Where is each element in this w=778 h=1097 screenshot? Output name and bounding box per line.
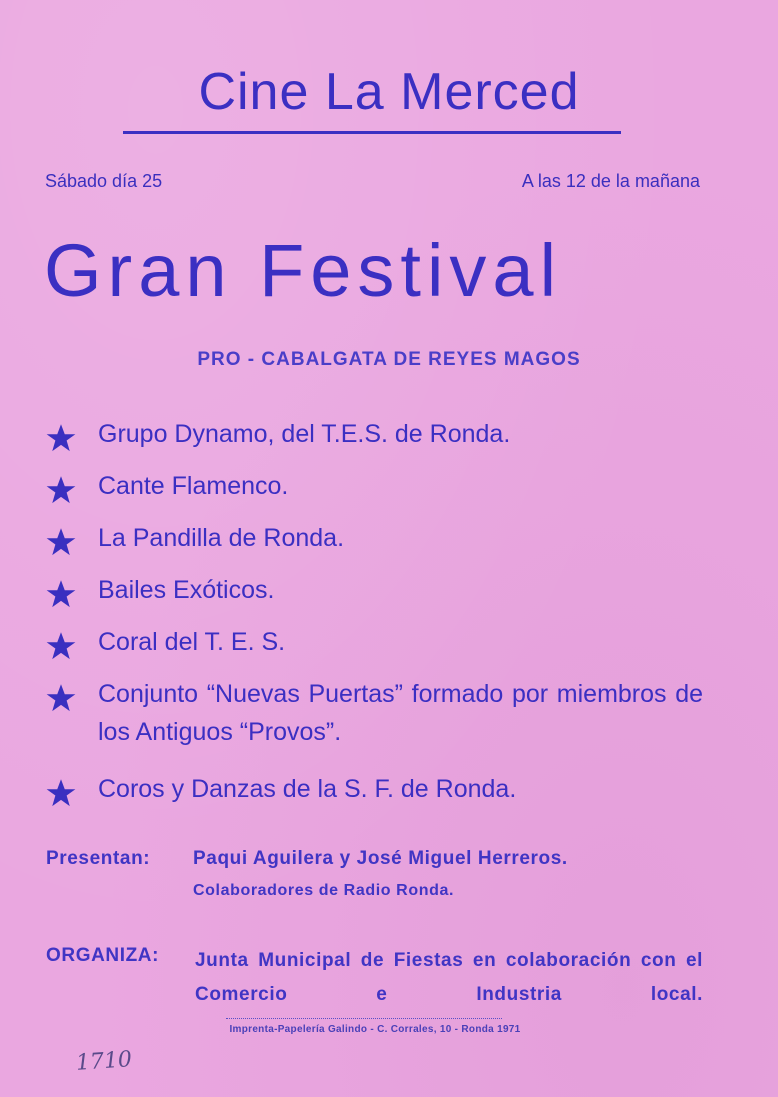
event-subtitle: PRO - CABALGATA DE REYES MAGOS <box>197 349 581 370</box>
presenters-role: Colaboradores de Radio Ronda. <box>193 882 454 899</box>
program-item-text: Coral del T. E. S. <box>98 628 286 656</box>
presenters-label: Presentan: <box>46 848 151 869</box>
star-icon <box>46 527 76 557</box>
star-icon <box>46 475 76 505</box>
star-icon <box>46 631 76 661</box>
program-item-text: Bailes Exóticos. <box>98 576 275 604</box>
presenters-names: Paqui Aguilera y José Miguel Herreros. <box>193 848 568 869</box>
handwritten-note: 1710 <box>75 1047 133 1076</box>
printer-divider <box>226 1018 502 1019</box>
star-icon <box>46 579 76 609</box>
cinema-title: Cine La Merced <box>198 63 580 121</box>
star-icon <box>46 683 76 713</box>
organizer-label: ORGANIZA: <box>46 945 160 966</box>
program-item-text: Conjunto “Nuevas Puertas” formado por miembros de los Antiguos “Provos”. <box>98 680 703 746</box>
program-item-text: Grupo Dynamo, del T.E.S. de Ronda. <box>98 420 511 448</box>
program-item-text: Cante Flamenco. <box>98 472 289 500</box>
organizer-text: Junta Municipal de Fiestas en colaboración con el Comercio e Industria local. <box>195 950 703 1005</box>
printer-imprint: Imprenta-Papelería Galindo - C. Corrales, 10 - Ronda 1971 <box>229 1024 521 1035</box>
star-icon <box>46 778 76 808</box>
event-time: A las 12 de la mañana <box>521 171 700 191</box>
event-title: Gran Festival <box>44 229 563 312</box>
star-icon <box>46 423 76 453</box>
title-underline <box>123 131 621 134</box>
event-day: Sábado día 25 <box>45 171 163 191</box>
program-item-text: Coros y Danzas de la S. F. de Ronda. <box>98 775 517 803</box>
program-item-text: La Pandilla de Ronda. <box>98 524 345 552</box>
